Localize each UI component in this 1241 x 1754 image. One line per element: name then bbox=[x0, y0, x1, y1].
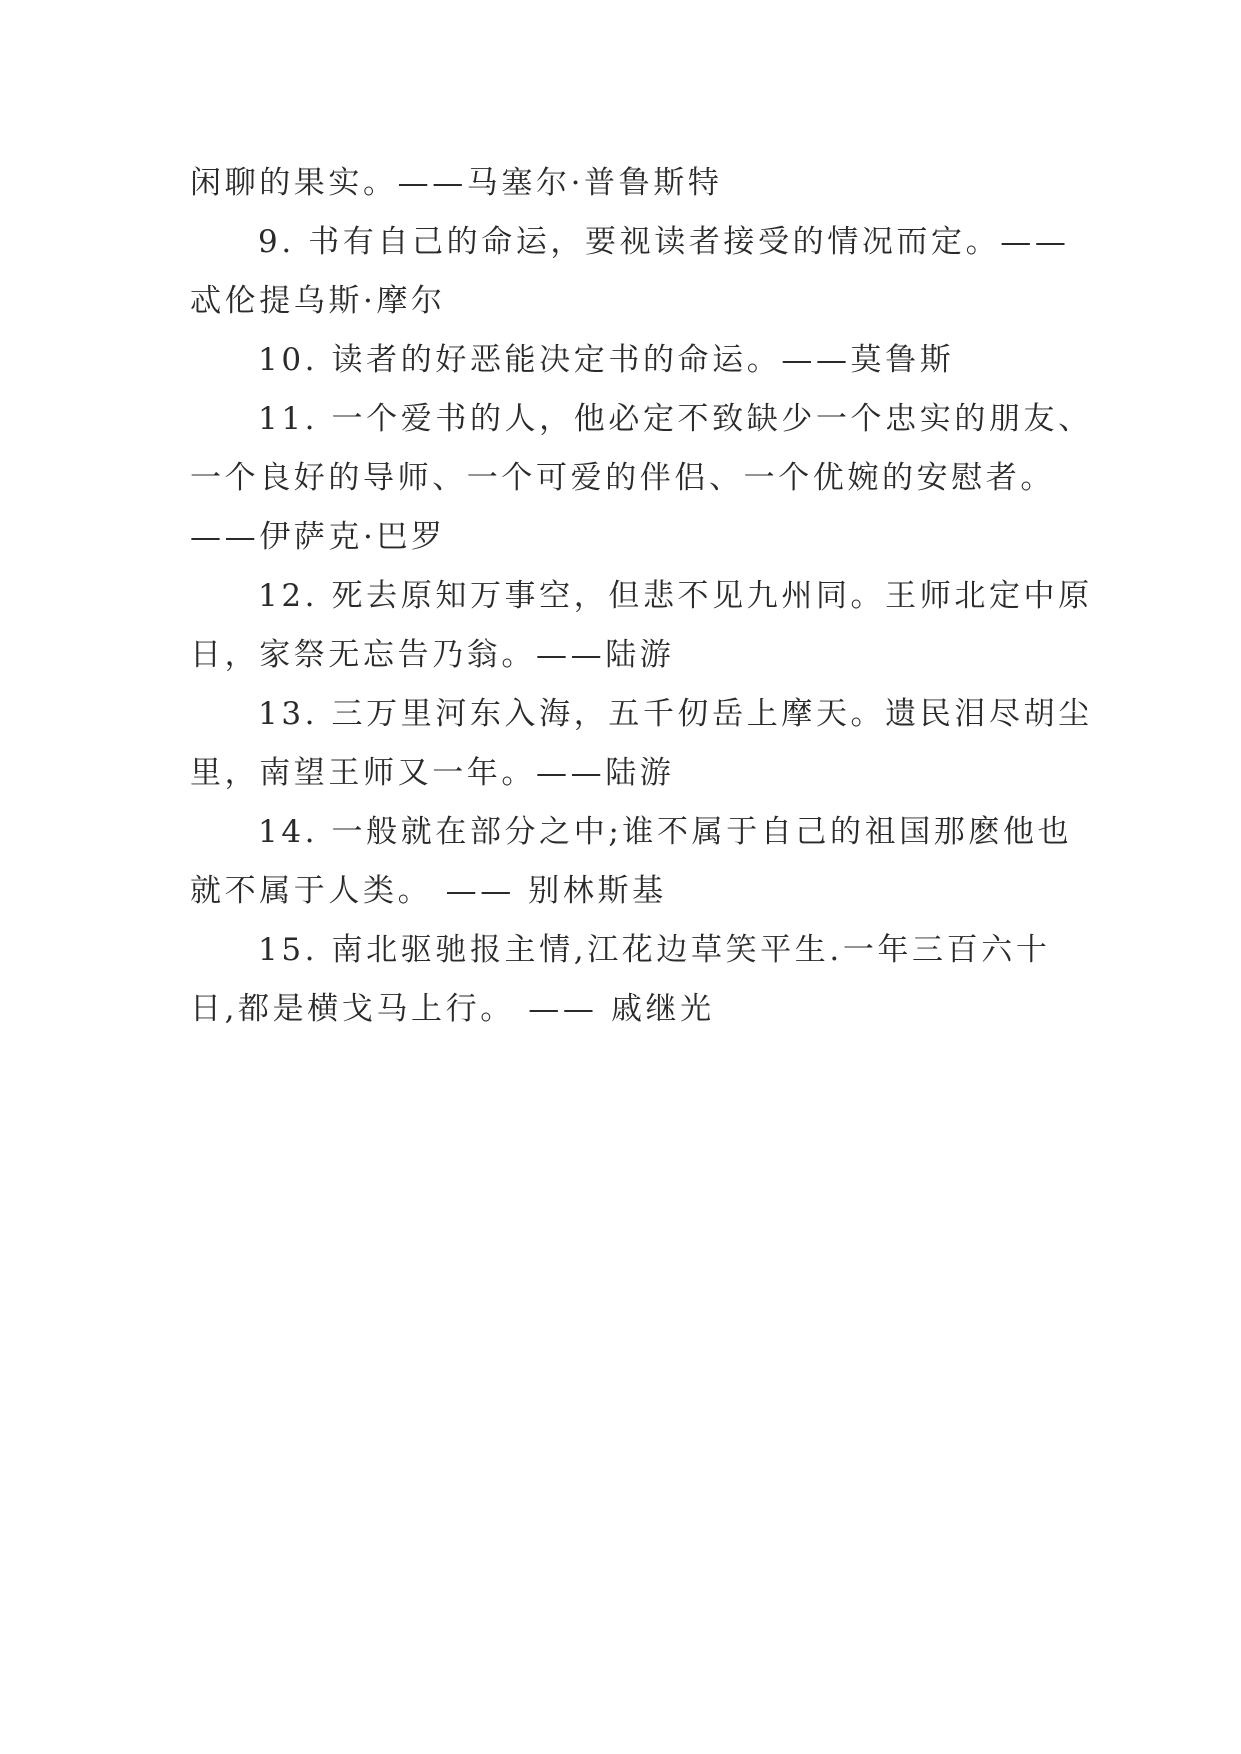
text-line: 15. 南北驱驰报主情,江花边草笑平生.一年三百六十 bbox=[258, 932, 1051, 968]
text-line: 闲聊的果实。——马塞尔·普鲁斯特 bbox=[190, 165, 723, 201]
text-line: 13. 三万里河东入海，五千仞岳上摩天。遗民泪尽胡尘 bbox=[258, 696, 1093, 732]
text-line: 11. 一个爱书的人，他必定不致缺少一个忠实的朋友、 bbox=[258, 401, 1093, 437]
text-line: 10. 读者的好恶能决定书的命运。——莫鲁斯 bbox=[258, 342, 955, 378]
text-line: 忒伦提乌斯·摩尔 bbox=[190, 283, 446, 319]
text-line: 日，家祭无忘告乃翁。——陆游 bbox=[190, 637, 675, 673]
text-line: 就不属于人类。 —— 别林斯基 bbox=[190, 873, 667, 909]
text-line: 一个良好的导师、一个可爱的伴侣、一个优婉的安慰者。 bbox=[190, 460, 1055, 496]
text-line: 9. 书有自己的命运，要视读者接受的情况而定。—— bbox=[258, 224, 1070, 260]
text-line: ——伊萨克·巴罗 bbox=[190, 519, 446, 555]
text-line: 里，南望王师又一年。——陆游 bbox=[190, 755, 675, 791]
text-line: 日,都是横戈马上行。 —— 戚继光 bbox=[190, 991, 715, 1027]
text-line: 14. 一般就在部分之中;谁不属于自己的祖国那麽他也 bbox=[258, 814, 1073, 850]
text-line: 12. 死去原知万事空，但悲不见九州同。王师北定中原 bbox=[258, 578, 1093, 614]
